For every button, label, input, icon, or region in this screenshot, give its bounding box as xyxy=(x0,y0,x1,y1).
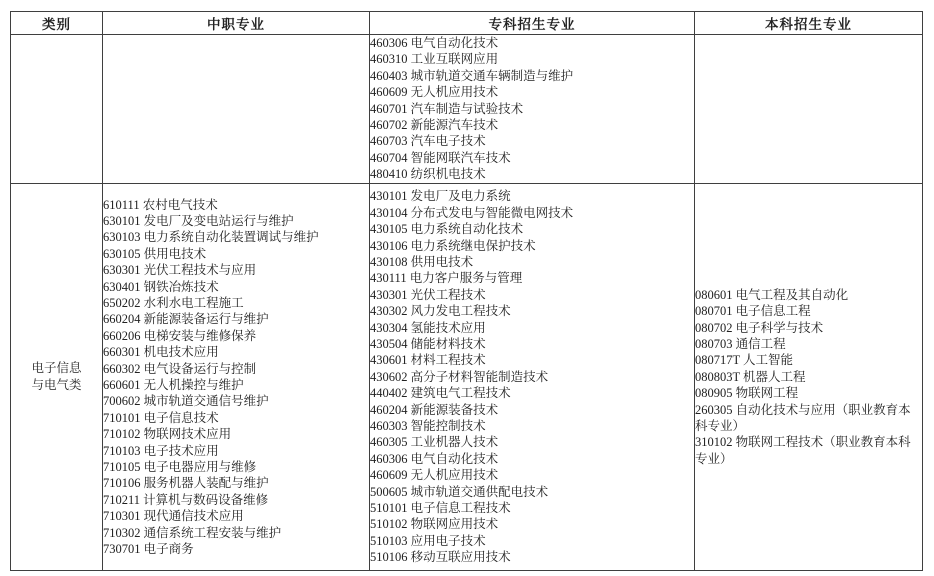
program-line: 080717T 人工智能 xyxy=(695,353,794,368)
program-line: 080803T 机器人工程 xyxy=(695,369,806,384)
program-line: 430111 电力客户服务与管理 xyxy=(370,271,523,286)
program-line: 430301 光伏工程技术 xyxy=(370,287,486,302)
program-line: 430108 供用电技术 xyxy=(370,254,474,269)
program-line: 660601 无人机操控与维护 xyxy=(103,378,244,392)
program-line: 700602 城市轨道交通信号维护 xyxy=(103,394,269,409)
program-line: 460204 新能源装备技术 xyxy=(370,402,499,417)
program-line: 460609 无人机应用技术 xyxy=(370,468,499,483)
program-line: 430101 发电厂及电力系统 xyxy=(370,189,511,204)
program-line: 460306 电气自动化技术 xyxy=(370,451,499,466)
program-line: 650202 水利水电工程施工 xyxy=(103,295,244,310)
category-cell xyxy=(11,35,103,184)
program-line: 460310 工业互联网应用 xyxy=(370,52,499,67)
program-line: 260305 自动化技术与应用（职业教育本科专业） xyxy=(695,402,911,434)
program-line: 510106 移动互联应用技术 xyxy=(370,550,511,565)
program-line: 460703 汽车电子技术 xyxy=(370,134,486,149)
secondary-vocational-cell xyxy=(103,184,370,571)
program-line: 430601 材料工程技术 xyxy=(370,353,486,368)
program-line: 080905 物联网工程 xyxy=(695,386,799,401)
program-line: 460303 智能控制技术 xyxy=(370,419,486,434)
program-line: 460702 新能源汽车技术 xyxy=(370,118,499,133)
program-line: 710102 物联网技术应用 xyxy=(103,427,232,442)
header-associate-programs: 专科招生专业 xyxy=(370,12,695,35)
program-line: 080701 电子信息工程 xyxy=(695,304,811,319)
program-line: 430104 分布式发电与智能微电网技术 xyxy=(370,205,574,220)
program-line: 660301 机电技术应用 xyxy=(103,345,219,360)
table-row xyxy=(11,184,923,571)
program-line: 660302 电气设备运行与控制 xyxy=(103,361,257,376)
program-line: 500605 城市轨道交通供配电技术 xyxy=(370,484,549,499)
program-line: 430105 电力系统自动化技术 xyxy=(370,222,524,237)
program-line: 710105 电子电器应用与维修 xyxy=(103,460,257,475)
table-row xyxy=(11,35,923,184)
header-secondary-vocational: 中职专业 xyxy=(103,12,370,35)
program-line: 710301 现代通信技术应用 xyxy=(103,509,244,524)
program-line: 660206 电梯安装与维修保养 xyxy=(103,328,257,343)
program-line: 460403 城市轨道交通车辆制造与维护 xyxy=(370,68,574,83)
program-line: 630103 电力系统自动化装置调试与维护 xyxy=(103,230,319,245)
program-line: 730701 电子商务 xyxy=(103,542,194,557)
program-line: 510101 电子信息工程技术 xyxy=(370,501,511,516)
program-line: 430602 高分子材料智能制造技术 xyxy=(370,369,549,384)
category-cell xyxy=(11,184,103,571)
program-line: 430106 电力系统继电保护技术 xyxy=(370,238,536,253)
header-row xyxy=(11,12,923,35)
program-line: 630101 发电厂及变电站运行与维护 xyxy=(103,213,294,228)
program-line: 710103 电子技术应用 xyxy=(103,443,219,458)
bachelor-programs-cell xyxy=(695,35,923,184)
program-line: 430504 储能材料技术 xyxy=(370,336,486,351)
program-line: 460701 汽车制造与试验技术 xyxy=(370,101,524,116)
secondary-vocational-cell xyxy=(103,35,370,184)
header-bachelor-programs: 本科招生专业 xyxy=(695,12,923,35)
bachelor-programs-cell xyxy=(695,184,923,571)
program-line: 440402 建筑电气工程技术 xyxy=(370,386,511,401)
program-line: 080601 电气工程及其自动化 xyxy=(695,287,849,302)
program-line: 710302 通信系统工程安装与维护 xyxy=(103,525,282,540)
category-line: 电子信息 xyxy=(31,361,82,375)
header-category: 类别 xyxy=(11,12,103,35)
document-page xyxy=(10,11,923,571)
associate-programs-cell xyxy=(370,35,695,184)
program-line: 460305 工业机器人技术 xyxy=(370,435,499,450)
program-line: 510102 物联网应用技术 xyxy=(370,517,499,532)
program-line: 610111 农村电气技术 xyxy=(103,197,218,212)
program-line: 080702 电子科学与技术 xyxy=(695,320,824,335)
program-line: 430302 风力发电工程技术 xyxy=(370,304,511,319)
program-line: 460306 电气自动化技术 xyxy=(370,36,499,50)
program-line: 480410 纺织机电技术 xyxy=(370,167,486,182)
program-line: 460609 无人机应用技术 xyxy=(370,85,499,100)
program-line: 710106 服务机器人装配与维护 xyxy=(103,476,269,491)
program-line: 310102 物联网工程技术（职业教育本科专业） xyxy=(695,435,911,466)
program-line: 630401 钢铁冶炼技术 xyxy=(103,279,219,294)
program-line: 430304 氢能技术应用 xyxy=(370,320,486,335)
program-line: 460704 智能网联汽车技术 xyxy=(370,150,511,165)
program-line: 080703 通信工程 xyxy=(695,336,786,351)
program-line: 710211 计算机与数码设备维修 xyxy=(103,492,269,507)
category-line: 与电气类 xyxy=(31,378,82,392)
program-line: 630301 光伏工程技术与应用 xyxy=(103,263,257,278)
program-line: 510103 应用电子技术 xyxy=(370,533,486,548)
associate-programs-cell xyxy=(370,184,695,571)
program-line: 630105 供用电技术 xyxy=(103,246,207,261)
majors-table xyxy=(10,11,923,571)
program-line: 710101 电子信息技术 xyxy=(103,410,219,425)
program-line: 660204 新能源装备运行与维护 xyxy=(103,312,269,327)
